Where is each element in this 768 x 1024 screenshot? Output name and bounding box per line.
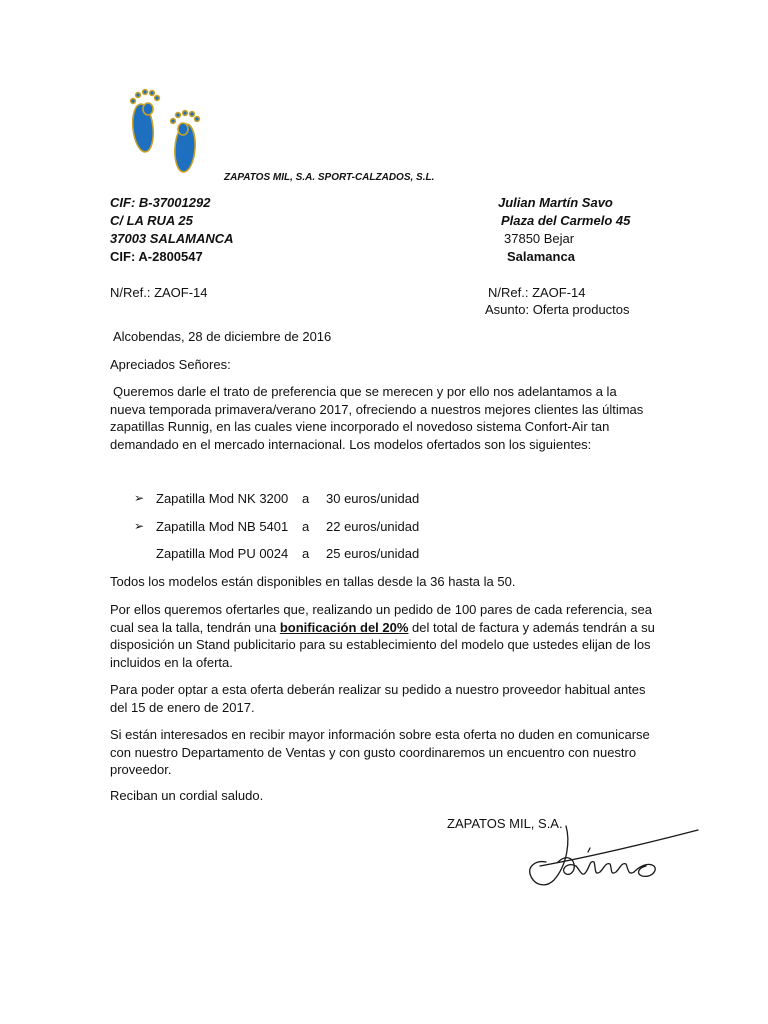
contact-paragraph (110, 726, 655, 779)
contact-text: Si están interesados en recibir mayor información sobre esta oferta no duden en comunicarse con nuestro Departamento de Ventas y con gusto coordinaremos un encuentro con nuestro proveedor. (110, 727, 650, 777)
recipient-city: 37850 Bejar (504, 231, 575, 246)
company-header-line: ZAPATOS MIL, S.A. SPORT-CALZADOS, S.L. (224, 172, 435, 183)
recipient-reference: N/Ref.: ZAOF-14 (488, 285, 586, 300)
sender-cif-1: CIF: B-37001292 (110, 195, 211, 210)
sender-cif-2: CIF: A-2800547 (110, 249, 203, 264)
arrow-bullet-icon: ➢ (134, 491, 145, 505)
signature-company: ZAPATOS MIL, S.A. (447, 816, 563, 831)
recipient-street: Plaza del Carmelo 45 (501, 213, 631, 228)
closing-line: Reciban un cordial saludo. (110, 788, 264, 803)
sender-city: 37003 SALAMANCA (110, 231, 234, 246)
sender-street: C/ LA RUA 25 (110, 213, 193, 228)
product-model: Zapatilla Mod PU 0024 (156, 546, 289, 561)
product-separator: a (302, 546, 310, 561)
offer-text-after: del total de factura y además tendrán a su disposición un Stand publicitario para su establecimiento del modelo que ustedes elijan de los incluidos en la oferta. (110, 619, 655, 670)
deadline-text: Para poder optar a esta oferta deberán realizar su pedido a nuestro proveedor habitual antes del 15 de enero de 2017. (110, 682, 646, 715)
discount-highlight: bonificación del 20% (279, 619, 409, 635)
arrow-bullet-icon: ➢ (134, 519, 145, 533)
product-model: Zapatilla Mod NB 5401 (156, 519, 289, 534)
sizes-paragraph (110, 573, 655, 591)
product-price: 22 euros/unidad (326, 519, 420, 534)
product-model: Zapatilla Mod NK 3200 (156, 491, 289, 506)
greeting: Apreciados Señores: (110, 357, 231, 372)
footprints-logo-icon (124, 86, 210, 182)
product-separator: a (302, 491, 310, 506)
intro-text: Queremos darle el trato de preferencia que se merecen y por ello nos adelantamos a la nueva temporada primavera/verano 2017, ofreciendo a nuestros mejores clientes las últimas zapatillas Runnig, en las cuales viene incorporado el novedoso sistema Confort-Air tan demandado en el mercado internacional. Los modelos ofertados son los siguientes: (110, 384, 644, 452)
subject-line: Asunto: Oferta productos (485, 302, 630, 317)
offer-paragraph (110, 601, 655, 671)
offer-text-before: Por ellos queremos ofertarles que, realizando un pedido de 100 pares de cada referencia, sea cual sea la talla, tendrán una (110, 602, 653, 635)
sizes-text: Todos los modelos están disponibles en tallas desde la 36 hasta la 50. (110, 574, 516, 589)
deadline-paragraph (110, 681, 655, 716)
handwritten-signature-icon (524, 822, 704, 898)
product-separator: a (302, 519, 310, 534)
date-line: Alcobendas, 28 de diciembre de 2016 (113, 329, 332, 344)
product-price: 25 euros/unidad (326, 546, 420, 561)
recipient-province: Salamanca (507, 249, 575, 264)
sender-reference: N/Ref.: ZAOF-14 (110, 285, 208, 300)
recipient-name: Julian Martín Savo (498, 195, 613, 210)
product-price: 30 euros/unidad (326, 491, 420, 506)
intro-paragraph (110, 383, 655, 453)
